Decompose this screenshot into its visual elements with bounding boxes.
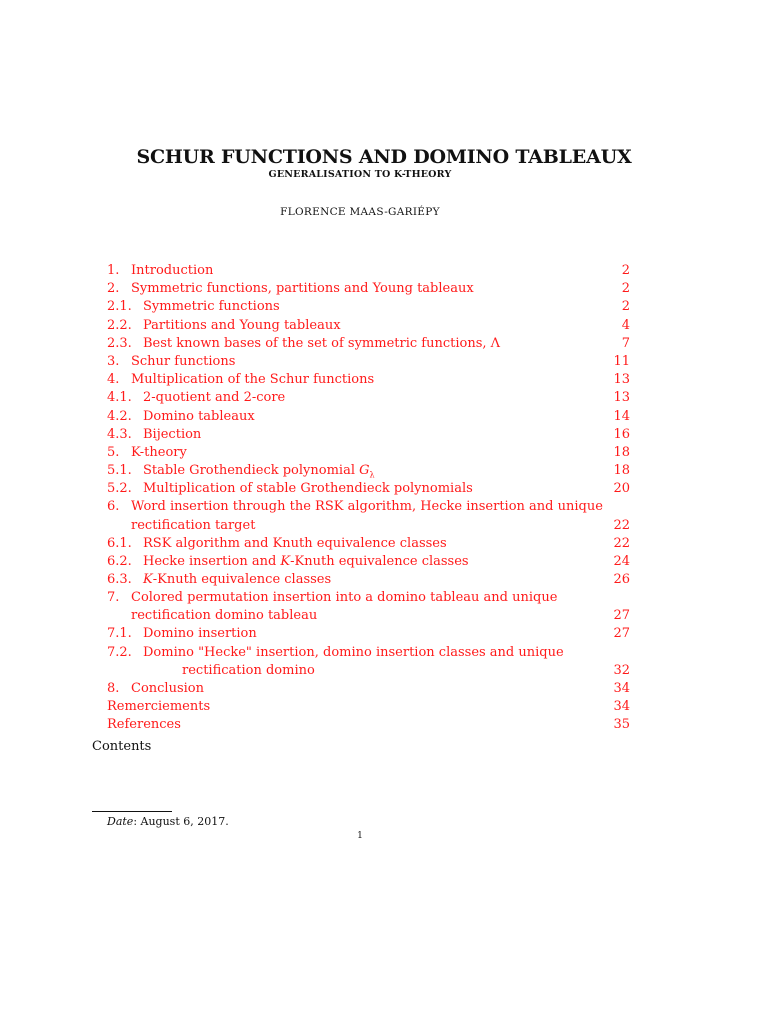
toc-entry-title[interactable]	[107, 553, 469, 571]
toc-entry-number: 5.	[107, 444, 120, 460]
toc-entry-number: 2.	[107, 281, 120, 297]
toc-entry-label: rectification domino	[182, 662, 315, 678]
toc-entry[interactable]	[107, 408, 630, 426]
toc-entry-label: Schur functions	[131, 353, 236, 369]
toc-entry-label: Introduction	[131, 263, 214, 278]
toc-entry-title[interactable]	[107, 280, 474, 298]
toc-entry-number: 6.1.	[107, 535, 132, 551]
toc-entry-number: 7.	[107, 590, 120, 606]
toc-entry-page[interactable]: 2	[621, 281, 630, 297]
toc-entry-title[interactable]	[107, 644, 564, 662]
toc-entry-page[interactable]: 34	[613, 698, 630, 714]
toc-entry-title[interactable]	[131, 607, 317, 625]
toc-entry[interactable]	[107, 353, 630, 371]
toc-entry-label: Domino insertion	[143, 626, 257, 642]
toc-entry[interactable]	[107, 698, 630, 716]
toc-entry[interactable]	[107, 462, 630, 480]
toc-entry[interactable]	[107, 607, 630, 625]
toc-entry-number: 2.1.	[107, 299, 132, 315]
toc-entry-title[interactable]	[131, 517, 255, 535]
toc-entry-label: Best known bases of the set of symmetric functions, Λ	[143, 335, 501, 351]
table-of-contents	[107, 262, 630, 734]
toc-entry[interactable]	[107, 389, 630, 407]
footnote-value: : August 6, 2017.	[133, 815, 229, 828]
toc-entry-number: 4.2.	[107, 408, 132, 424]
toc-entry[interactable]	[107, 317, 630, 335]
toc-entry[interactable]	[107, 517, 630, 535]
toc-entry-number: 7.2.	[107, 644, 132, 660]
toc-entry-page[interactable]: 18	[613, 463, 630, 479]
toc-entry-number: 6.2.	[107, 553, 132, 569]
date-footnote	[107, 815, 229, 828]
toc-entry[interactable]	[107, 625, 630, 643]
toc-entry-number: 8.	[107, 680, 120, 696]
toc-entry-page[interactable]: 11	[613, 353, 630, 369]
toc-entry-title[interactable]	[107, 389, 285, 407]
footnote-label: Date	[107, 815, 134, 828]
toc-entry[interactable]	[107, 371, 630, 389]
toc-entry-page[interactable]: 16	[613, 426, 630, 442]
contents-heading: Contents	[92, 739, 152, 754]
toc-entry-number: 6.3.	[107, 572, 132, 587]
toc-entry-title[interactable]	[107, 589, 557, 607]
toc-entry-page[interactable]: 2	[621, 299, 630, 315]
toc-entry[interactable]	[107, 535, 630, 553]
toc-entry-number: 1.	[107, 263, 120, 278]
toc-entry-label: Colored permutation insertion into a domino tableau and unique	[131, 590, 558, 606]
toc-entry[interactable]	[107, 644, 630, 662]
toc-entry[interactable]	[107, 444, 630, 462]
toc-entry-number: 4.1.	[107, 390, 132, 406]
toc-entry-number: 5.1.	[107, 463, 132, 479]
toc-entry-page[interactable]: 24	[613, 553, 630, 569]
toc-entry-label: Remerciements	[107, 698, 211, 714]
toc-entry-label: 2-quotient and 2-core	[143, 390, 286, 406]
toc-entry[interactable]	[107, 298, 630, 316]
toc-entry-number: 7.1.	[107, 626, 132, 642]
toc-entry-label: Multiplication of stable Grothendieck polynomials	[143, 481, 473, 497]
paper-author: FLORENCE MAAS-GARIÉPY	[280, 206, 440, 218]
toc-entry-title[interactable]	[107, 444, 187, 462]
toc-entry-page[interactable]: 13	[613, 372, 630, 388]
toc-entry-label: Bijection	[143, 426, 202, 442]
toc-entry-title[interactable]	[107, 298, 280, 316]
footnote-rule	[92, 811, 172, 812]
toc-entry-page[interactable]: 26	[613, 572, 630, 587]
toc-entry-label: Domino "Hecke" insertion, domino insertion classes and unique	[143, 644, 564, 660]
toc-entry-page[interactable]: 20	[613, 481, 630, 497]
toc-entry[interactable]	[107, 262, 630, 280]
toc-entry-number: 2.2.	[107, 317, 132, 333]
toc-entry-label: References	[107, 717, 181, 733]
toc-entry[interactable]	[107, 498, 630, 516]
toc-entry-number: 4.3.	[107, 426, 132, 442]
toc-entry-label: RSK algorithm and Knuth equivalence classes	[143, 535, 447, 551]
toc-entry-title[interactable]	[107, 335, 500, 353]
toc-entry-label: Word insertion through the RSK algorithm, Hecke insertion and unique	[131, 499, 603, 515]
toc-entry-title[interactable]	[182, 662, 315, 680]
toc-entry-page[interactable]: 34	[613, 680, 630, 696]
toc-entry[interactable]	[107, 553, 630, 571]
toc-entry-page[interactable]: 14	[613, 408, 630, 424]
toc-entry-title[interactable]	[107, 535, 447, 553]
toc-entry-page[interactable]: 4	[621, 317, 630, 333]
toc-entry-page[interactable]: 13	[613, 390, 630, 406]
toc-entry-title[interactable]	[107, 716, 181, 734]
toc-entry-title[interactable]	[107, 480, 473, 498]
toc-entry-title[interactable]	[107, 426, 201, 444]
toc-entry-label: Hecke insertion and K-Knuth equivalence classes	[143, 553, 469, 569]
toc-entry-label: Conclusion	[131, 680, 204, 696]
toc-entry-title[interactable]	[107, 353, 235, 371]
toc-entry-title[interactable]	[107, 571, 331, 589]
paper-subtitle: GENERALISATION TO K-THEORY	[268, 169, 452, 180]
toc-entry-number: 4.	[107, 372, 120, 388]
toc-entry-page[interactable]: 7	[621, 335, 630, 351]
toc-entry-label: K-Knuth equivalence classes	[143, 572, 332, 587]
toc-entry[interactable]	[107, 589, 630, 607]
toc-entry[interactable]	[107, 662, 630, 680]
toc-entry-subscript: λ	[369, 470, 375, 480]
toc-entry-title[interactable]	[107, 625, 257, 643]
toc-entry-label: rectification target	[131, 517, 256, 533]
toc-entry-label: Domino tableaux	[143, 408, 255, 424]
toc-entry-label: K-theory	[131, 444, 187, 460]
toc-entry-label: rectification domino tableau	[131, 608, 318, 624]
toc-entry[interactable]	[107, 571, 630, 589]
toc-entry-label: Symmetric functions, partitions and Young tableaux	[131, 281, 474, 297]
toc-entry-title[interactable]	[107, 317, 341, 335]
toc-entry[interactable]	[107, 280, 630, 298]
toc-entry-number: 3.	[107, 353, 120, 369]
toc-entry-title[interactable]	[107, 498, 603, 516]
toc-entry-page[interactable]: 27	[613, 626, 630, 642]
toc-entry[interactable]	[107, 716, 630, 734]
toc-entry-page[interactable]: 32	[613, 662, 630, 678]
toc-entry-page[interactable]: 2	[621, 263, 630, 278]
toc-entry-title[interactable]	[107, 680, 204, 698]
toc-entry-label: Symmetric functions	[143, 299, 280, 315]
toc-entry-title[interactable]	[107, 408, 255, 426]
toc-entry-number: 5.2.	[107, 481, 132, 497]
toc-entry-page[interactable]: 22	[613, 535, 630, 551]
toc-entry[interactable]	[107, 335, 630, 353]
toc-entry-title[interactable]	[107, 698, 210, 716]
toc-entry-title[interactable]	[107, 371, 374, 389]
toc-entry[interactable]	[107, 680, 630, 698]
toc-entry[interactable]	[107, 426, 630, 444]
toc-entry-page[interactable]: 18	[613, 444, 630, 460]
toc-entry-label: Stable Grothendieck polynomial G	[143, 463, 370, 479]
paper-title: SCHUR FUNCTIONS AND DOMINO TABLEAUX	[136, 146, 632, 168]
toc-entry-title[interactable]	[107, 262, 213, 280]
page-number: 1	[357, 831, 363, 841]
toc-entry-number: 2.3.	[107, 335, 132, 351]
toc-entry-page[interactable]: 35	[613, 717, 630, 733]
toc-entry-label: Multiplication of the Schur functions	[131, 372, 375, 388]
toc-entry-page[interactable]: 27	[613, 608, 630, 624]
toc-entry-page[interactable]: 22	[613, 517, 630, 533]
toc-entry-label: Partitions and Young tableaux	[143, 317, 341, 333]
toc-entry[interactable]	[107, 480, 630, 498]
toc-entry-number: 6.	[107, 499, 120, 515]
